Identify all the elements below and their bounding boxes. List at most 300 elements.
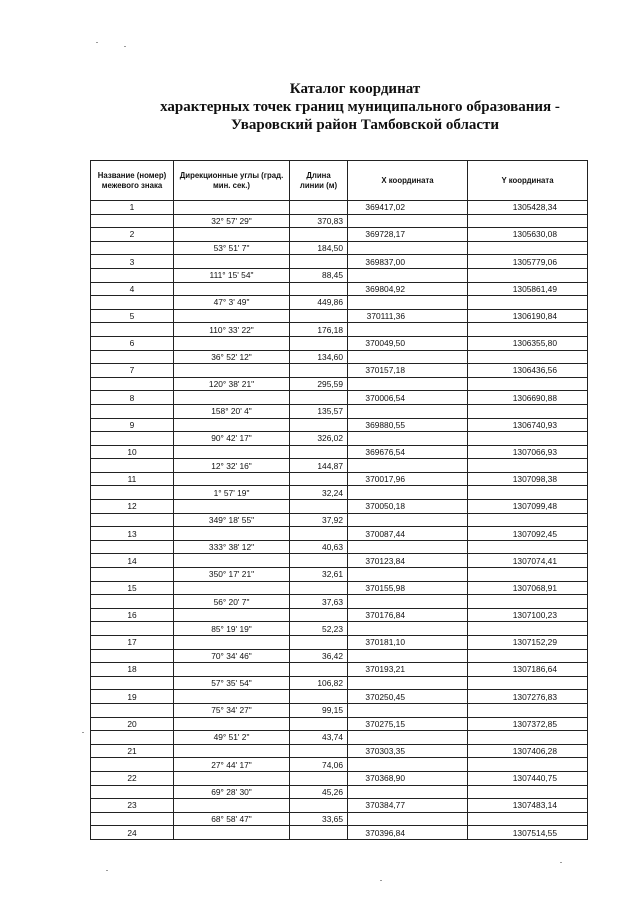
empty-cell [91, 595, 174, 609]
line-length: 135,57 [290, 404, 348, 418]
y-coordinate: 1305779,06 [468, 255, 588, 269]
coordinates-table [90, 160, 588, 840]
segment-row [91, 404, 588, 418]
direction-angle: 70° 34' 46" [174, 649, 290, 663]
line-length: 43,74 [290, 731, 348, 745]
point-row [91, 554, 588, 568]
point-name: 17 [91, 636, 174, 650]
line-length: 36,42 [290, 649, 348, 663]
line-length: 40,63 [290, 540, 348, 554]
header-name: Название (номер) межевого знака [91, 161, 174, 201]
empty-cell [290, 282, 348, 296]
empty-cell [348, 731, 468, 745]
point-name: 21 [91, 744, 174, 758]
empty-cell [174, 445, 290, 459]
y-coordinate: 1307092,45 [468, 527, 588, 541]
empty-cell [174, 472, 290, 486]
empty-cell [91, 377, 174, 391]
empty-cell [348, 568, 468, 582]
line-length: 326,02 [290, 432, 348, 446]
empty-cell [348, 404, 468, 418]
empty-cell [348, 214, 468, 228]
empty-cell [91, 622, 174, 636]
segment-row [91, 568, 588, 582]
empty-cell [174, 799, 290, 813]
scan-speck [96, 42, 98, 43]
x-coordinate: 369880,55 [348, 418, 468, 432]
point-row [91, 472, 588, 486]
line-length: 37,92 [290, 513, 348, 527]
direction-angle: 111° 15' 54" [174, 268, 290, 282]
point-name: 3 [91, 255, 174, 269]
empty-cell [91, 486, 174, 500]
line-length: 32,24 [290, 486, 348, 500]
segment-row [91, 812, 588, 826]
direction-angle: 69° 28' 30" [174, 785, 290, 799]
empty-cell [91, 812, 174, 826]
empty-cell [290, 663, 348, 677]
empty-cell [174, 255, 290, 269]
point-row [91, 717, 588, 731]
line-length: 88,45 [290, 268, 348, 282]
point-row [91, 581, 588, 595]
point-row [91, 201, 588, 215]
segment-row [91, 649, 588, 663]
direction-angle: 68° 58' 47" [174, 812, 290, 826]
empty-cell [174, 771, 290, 785]
empty-cell [348, 459, 468, 473]
empty-cell [468, 595, 588, 609]
scan-speck [560, 862, 562, 863]
empty-cell [348, 595, 468, 609]
point-name: 18 [91, 663, 174, 677]
x-coordinate: 370193,21 [348, 663, 468, 677]
direction-angle: 158° 20' 4" [174, 404, 290, 418]
y-coordinate: 1307440,75 [468, 771, 588, 785]
x-coordinate: 370123,84 [348, 554, 468, 568]
y-coordinate: 1307098,38 [468, 472, 588, 486]
line-length: 184,50 [290, 241, 348, 255]
x-coordinate: 370049,50 [348, 336, 468, 350]
point-name: 20 [91, 717, 174, 731]
empty-cell [91, 350, 174, 364]
header-length: Длина линии (м) [290, 161, 348, 201]
point-row [91, 744, 588, 758]
line-length: 37,63 [290, 595, 348, 609]
direction-angle: 47° 3' 49" [174, 296, 290, 310]
y-coordinate: 1307099,48 [468, 500, 588, 514]
point-name: 22 [91, 771, 174, 785]
empty-cell [290, 690, 348, 704]
segment-row [91, 323, 588, 337]
line-length: 106,82 [290, 676, 348, 690]
direction-angle: 349° 18' 55" [174, 513, 290, 527]
empty-cell [348, 323, 468, 337]
y-coordinate: 1307068,91 [468, 581, 588, 595]
x-coordinate: 370157,18 [348, 364, 468, 378]
empty-cell [174, 336, 290, 350]
document-title [0, 80, 640, 134]
empty-cell [174, 500, 290, 514]
y-coordinate: 1306190,84 [468, 309, 588, 323]
empty-cell [290, 744, 348, 758]
empty-cell [91, 731, 174, 745]
x-coordinate: 370006,54 [348, 391, 468, 405]
segment-row [91, 513, 588, 527]
empty-cell [468, 703, 588, 717]
direction-angle: 57° 35' 54" [174, 676, 290, 690]
title-line: характерных точек границ муниципального образования - [160, 99, 560, 115]
point-name: 24 [91, 826, 174, 840]
empty-cell [290, 309, 348, 323]
segment-row [91, 241, 588, 255]
empty-cell [91, 241, 174, 255]
line-length: 295,59 [290, 377, 348, 391]
empty-cell [290, 255, 348, 269]
segment-row [91, 268, 588, 282]
x-coordinate: 370050,18 [348, 500, 468, 514]
empty-cell [348, 513, 468, 527]
empty-cell [290, 527, 348, 541]
empty-cell [348, 812, 468, 826]
empty-cell [348, 622, 468, 636]
segment-row [91, 296, 588, 310]
x-coordinate: 370176,84 [348, 608, 468, 622]
empty-cell [91, 703, 174, 717]
line-length: 370,83 [290, 214, 348, 228]
point-name: 12 [91, 500, 174, 514]
point-name: 15 [91, 581, 174, 595]
point-name: 23 [91, 799, 174, 813]
point-name: 13 [91, 527, 174, 541]
x-coordinate: 370275,15 [348, 717, 468, 731]
direction-angle: 56° 20' 7" [174, 595, 290, 609]
x-coordinate: 369676,54 [348, 445, 468, 459]
empty-cell [174, 201, 290, 215]
empty-cell [468, 622, 588, 636]
empty-cell [348, 432, 468, 446]
empty-cell [174, 309, 290, 323]
empty-cell [174, 554, 290, 568]
empty-cell [290, 581, 348, 595]
empty-cell [348, 540, 468, 554]
empty-cell [290, 500, 348, 514]
direction-angle: 36° 52' 12" [174, 350, 290, 364]
empty-cell [290, 336, 348, 350]
y-coordinate: 1307406,28 [468, 744, 588, 758]
empty-cell [290, 228, 348, 242]
y-coordinate: 1306436,56 [468, 364, 588, 378]
line-length: 134,60 [290, 350, 348, 364]
point-name: 1 [91, 201, 174, 215]
empty-cell [91, 758, 174, 772]
direction-angle: 12° 32' 16" [174, 459, 290, 473]
empty-cell [290, 826, 348, 840]
header-angle: Дирекционные углы (град. мин. сек.) [174, 161, 290, 201]
y-coordinate: 1306690,88 [468, 391, 588, 405]
title-line: Уваровский район Тамбовской области [230, 117, 500, 133]
empty-cell [468, 214, 588, 228]
empty-cell [174, 228, 290, 242]
empty-cell [348, 296, 468, 310]
y-coordinate: 1307074,41 [468, 554, 588, 568]
point-name: 2 [91, 228, 174, 242]
empty-cell [174, 690, 290, 704]
line-length: 449,86 [290, 296, 348, 310]
x-coordinate: 370396,84 [348, 826, 468, 840]
point-row [91, 663, 588, 677]
empty-cell [91, 540, 174, 554]
line-length: 33,65 [290, 812, 348, 826]
empty-cell [290, 799, 348, 813]
empty-cell [174, 826, 290, 840]
direction-angle: 32° 57' 29" [174, 214, 290, 228]
point-name: 5 [91, 309, 174, 323]
empty-cell [174, 581, 290, 595]
x-coordinate: 370111,36 [348, 309, 468, 323]
point-row [91, 799, 588, 813]
empty-cell [91, 785, 174, 799]
segment-row [91, 540, 588, 554]
title-line: Каталог координат [289, 81, 421, 97]
x-coordinate: 370368,90 [348, 771, 468, 785]
empty-cell [174, 717, 290, 731]
empty-cell [468, 540, 588, 554]
y-coordinate: 1307483,14 [468, 799, 588, 813]
line-length: 32,61 [290, 568, 348, 582]
segment-row [91, 214, 588, 228]
empty-cell [348, 785, 468, 799]
empty-cell [348, 758, 468, 772]
segment-row [91, 377, 588, 391]
point-row [91, 445, 588, 459]
x-coordinate: 369417,02 [348, 201, 468, 215]
empty-cell [468, 649, 588, 663]
empty-cell [348, 268, 468, 282]
point-name: 8 [91, 391, 174, 405]
direction-angle: 75° 34' 27" [174, 703, 290, 717]
empty-cell [348, 649, 468, 663]
direction-angle: 120° 38' 21" [174, 377, 290, 391]
x-coordinate: 370303,35 [348, 744, 468, 758]
empty-cell [468, 785, 588, 799]
segment-row [91, 703, 588, 717]
empty-cell [91, 404, 174, 418]
header-x: X координата [348, 161, 468, 201]
y-coordinate: 1307152,29 [468, 636, 588, 650]
direction-angle: 110° 33' 22" [174, 323, 290, 337]
table-body [91, 201, 588, 840]
segment-row [91, 676, 588, 690]
x-coordinate: 369728,17 [348, 228, 468, 242]
y-coordinate: 1305861,49 [468, 282, 588, 296]
empty-cell [290, 608, 348, 622]
empty-cell [468, 568, 588, 582]
point-name: 7 [91, 364, 174, 378]
point-row [91, 636, 588, 650]
line-length: 52,23 [290, 622, 348, 636]
empty-cell [290, 201, 348, 215]
y-coordinate: 1306740,93 [468, 418, 588, 432]
empty-cell [174, 364, 290, 378]
segment-row [91, 622, 588, 636]
empty-cell [290, 472, 348, 486]
empty-cell [91, 568, 174, 582]
x-coordinate: 370250,45 [348, 690, 468, 704]
line-length: 99,15 [290, 703, 348, 717]
empty-cell [468, 377, 588, 391]
x-coordinate: 370181,10 [348, 636, 468, 650]
direction-angle: 27° 44' 17" [174, 758, 290, 772]
empty-cell [468, 486, 588, 500]
empty-cell [468, 459, 588, 473]
scan-speck [380, 880, 382, 881]
line-length: 45,26 [290, 785, 348, 799]
empty-cell [468, 432, 588, 446]
point-name: 9 [91, 418, 174, 432]
empty-cell [174, 636, 290, 650]
x-coordinate: 370384,77 [348, 799, 468, 813]
point-row [91, 826, 588, 840]
empty-cell [468, 731, 588, 745]
empty-cell [348, 350, 468, 364]
empty-cell [468, 241, 588, 255]
x-coordinate: 369837,00 [348, 255, 468, 269]
direction-angle: 49° 51' 2" [174, 731, 290, 745]
y-coordinate: 1307186,64 [468, 663, 588, 677]
scan-speck [124, 46, 126, 47]
empty-cell [348, 377, 468, 391]
empty-cell [290, 391, 348, 405]
y-coordinate: 1307372,85 [468, 717, 588, 731]
empty-cell [348, 703, 468, 717]
y-coordinate: 1307514,55 [468, 826, 588, 840]
header-y: Y координата [468, 161, 588, 201]
point-row [91, 364, 588, 378]
empty-cell [174, 527, 290, 541]
empty-cell [290, 636, 348, 650]
point-name: 11 [91, 472, 174, 486]
direction-angle: 350° 17' 21" [174, 568, 290, 582]
scan-speck [82, 732, 84, 733]
empty-cell [468, 513, 588, 527]
empty-cell [174, 418, 290, 432]
empty-cell [91, 513, 174, 527]
point-row [91, 418, 588, 432]
empty-cell [468, 296, 588, 310]
line-length: 144,87 [290, 459, 348, 473]
segment-row [91, 595, 588, 609]
point-row [91, 336, 588, 350]
y-coordinate: 1305428,34 [468, 201, 588, 215]
line-length: 176,18 [290, 323, 348, 337]
direction-angle: 53° 51' 7" [174, 241, 290, 255]
point-name: 6 [91, 336, 174, 350]
point-row [91, 282, 588, 296]
segment-row [91, 758, 588, 772]
point-row [91, 690, 588, 704]
segment-row [91, 432, 588, 446]
table-header-row [91, 161, 588, 201]
point-name: 19 [91, 690, 174, 704]
point-name: 14 [91, 554, 174, 568]
empty-cell [468, 323, 588, 337]
x-coordinate: 370155,98 [348, 581, 468, 595]
point-row [91, 309, 588, 323]
empty-cell [91, 296, 174, 310]
scan-speck [106, 870, 108, 871]
segment-row [91, 350, 588, 364]
empty-cell [468, 268, 588, 282]
empty-cell [91, 323, 174, 337]
empty-cell [91, 676, 174, 690]
empty-cell [348, 241, 468, 255]
y-coordinate: 1306355,80 [468, 336, 588, 350]
point-name: 16 [91, 608, 174, 622]
empty-cell [174, 608, 290, 622]
empty-cell [290, 418, 348, 432]
point-row [91, 255, 588, 269]
point-row [91, 608, 588, 622]
empty-cell [91, 268, 174, 282]
x-coordinate: 370017,96 [348, 472, 468, 486]
point-row [91, 771, 588, 785]
empty-cell [468, 404, 588, 418]
empty-cell [174, 282, 290, 296]
empty-cell [290, 445, 348, 459]
direction-angle: 1° 57' 19" [174, 486, 290, 500]
empty-cell [290, 554, 348, 568]
empty-cell [468, 758, 588, 772]
y-coordinate: 1307100,23 [468, 608, 588, 622]
empty-cell [290, 364, 348, 378]
empty-cell [468, 350, 588, 364]
empty-cell [174, 391, 290, 405]
segment-row [91, 731, 588, 745]
point-row [91, 228, 588, 242]
point-row [91, 527, 588, 541]
point-name: 10 [91, 445, 174, 459]
segment-row [91, 785, 588, 799]
y-coordinate: 1307276,83 [468, 690, 588, 704]
x-coordinate: 370087,44 [348, 527, 468, 541]
empty-cell [468, 676, 588, 690]
direction-angle: 333° 38' 12" [174, 540, 290, 554]
empty-cell [91, 649, 174, 663]
point-row [91, 391, 588, 405]
segment-row [91, 486, 588, 500]
empty-cell [348, 676, 468, 690]
empty-cell [91, 459, 174, 473]
x-coordinate: 369804,92 [348, 282, 468, 296]
y-coordinate: 1305630,08 [468, 228, 588, 242]
y-coordinate: 1307066,93 [468, 445, 588, 459]
empty-cell [174, 663, 290, 677]
empty-cell [174, 744, 290, 758]
line-length: 74,06 [290, 758, 348, 772]
direction-angle: 90° 42' 17" [174, 432, 290, 446]
empty-cell [91, 214, 174, 228]
point-row [91, 500, 588, 514]
empty-cell [468, 812, 588, 826]
point-name: 4 [91, 282, 174, 296]
empty-cell [290, 717, 348, 731]
empty-cell [91, 432, 174, 446]
segment-row [91, 459, 588, 473]
empty-cell [290, 771, 348, 785]
empty-cell [348, 486, 468, 500]
direction-angle: 85° 19' 19" [174, 622, 290, 636]
